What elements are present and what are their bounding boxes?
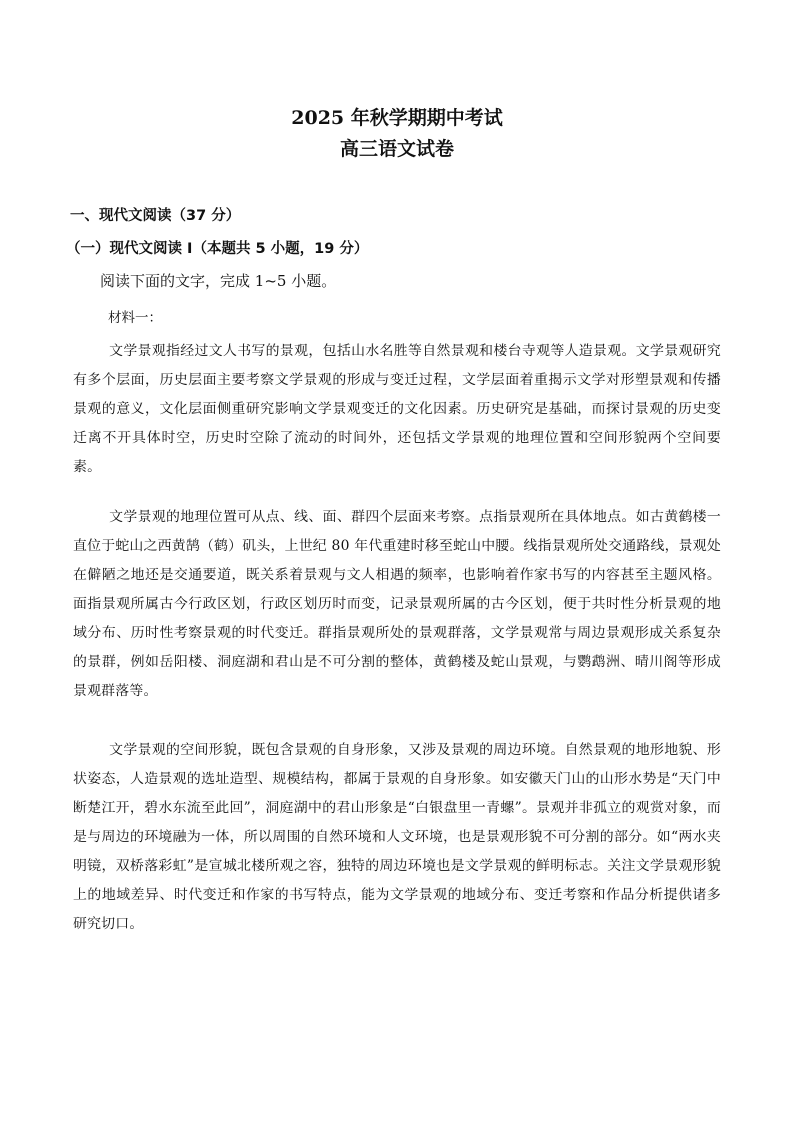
part-heading: 一、现代文阅读（37 分） [70,208,241,224]
subsection-heading: （一）现代文阅读 I（本题共 5 小题，19 分） [66,241,369,257]
exam-subtitle: 高三语文试卷 [339,138,454,160]
passage-paragraph-3: 文学景观的空间形貌，既包含景观的自身形象，又涉及景观的周边环境。自然景观的地形地貌、形状姿态，人造景观的选址造型、规模结构，都属于景观的自身形象。如安徽天门山的山形水势是“天门中断楚江开，碧水东流至此回”，洞庭湖中的君山形象是“白银盘里一青螺”。景观并非孤立的观赏对象，而是与周边的环境融为一体，所以周围的自然环境和人文环境，也是景观形貌不可分割的部分。如“两水夹明镜，双桥落彩虹”是宣城北楼所观之容，独特的周边环境也是文学景观的鲜明标志。关注文学景观形貌上的地域差异、时代变迁和作家的书写特点，能为文学景观的地域分布、变迁考察和作品分析提供诸多研究切口。 [73,742,721,932]
reading-instruction: 阅读下面的文字，完成 1~5 小题。 [100,272,337,290]
material-label: 材料一： [108,310,162,326]
passage-paragraph-1: 文学景观指经过文人书写的景观，包括山水名胜等自然景观和楼台寺观等人造景观。文学景观研究有多个层面，历史层面主要考察文学景观的形成与变迁过程，文学层面着重揭示文学对形塑景观和传播景观的意义，文化层面侧重研究影响文学景观变迁的文化因素。历史研究是基础，而探讨景观的历史变迁离不开具体时空，历史时空除了流动的时间外，还包括文学景观的地理位置和空间形貌两个空间要素。 [73,343,721,475]
exam-title: 2025 年秋学期期中考试 [291,107,503,129]
passage-paragraph-2: 文学景观的地理位置可从点、线、面、群四个层面来考察。点指景观所在具体地点。如古黄鹤楼一直位于蛇山之西黄鹄（鹤）矶头，上世纪 80 年代重建时移至蛇山中腰。线指景观所处交通路线，景观处在僻陋之地还是交通要道，既关系着景观与文人相遇的频率，也影响着作家书写的内容甚至主题风格。面指景观所属古今行政区划，行政区划历时而变，记录景观所属的古今区划，便于共时性分析景观的地域分布、历时性考察景观的时代变迁。群指景观所处的景观群落，文学景观常与周边景观形成关系复杂的景群，例如岳阳楼、洞庭湖和君山是不可分割的整体，黄鹤楼及蛇山景观，与鹦鹉洲、晴川阁等形成景观群落等。 [73,509,721,699]
